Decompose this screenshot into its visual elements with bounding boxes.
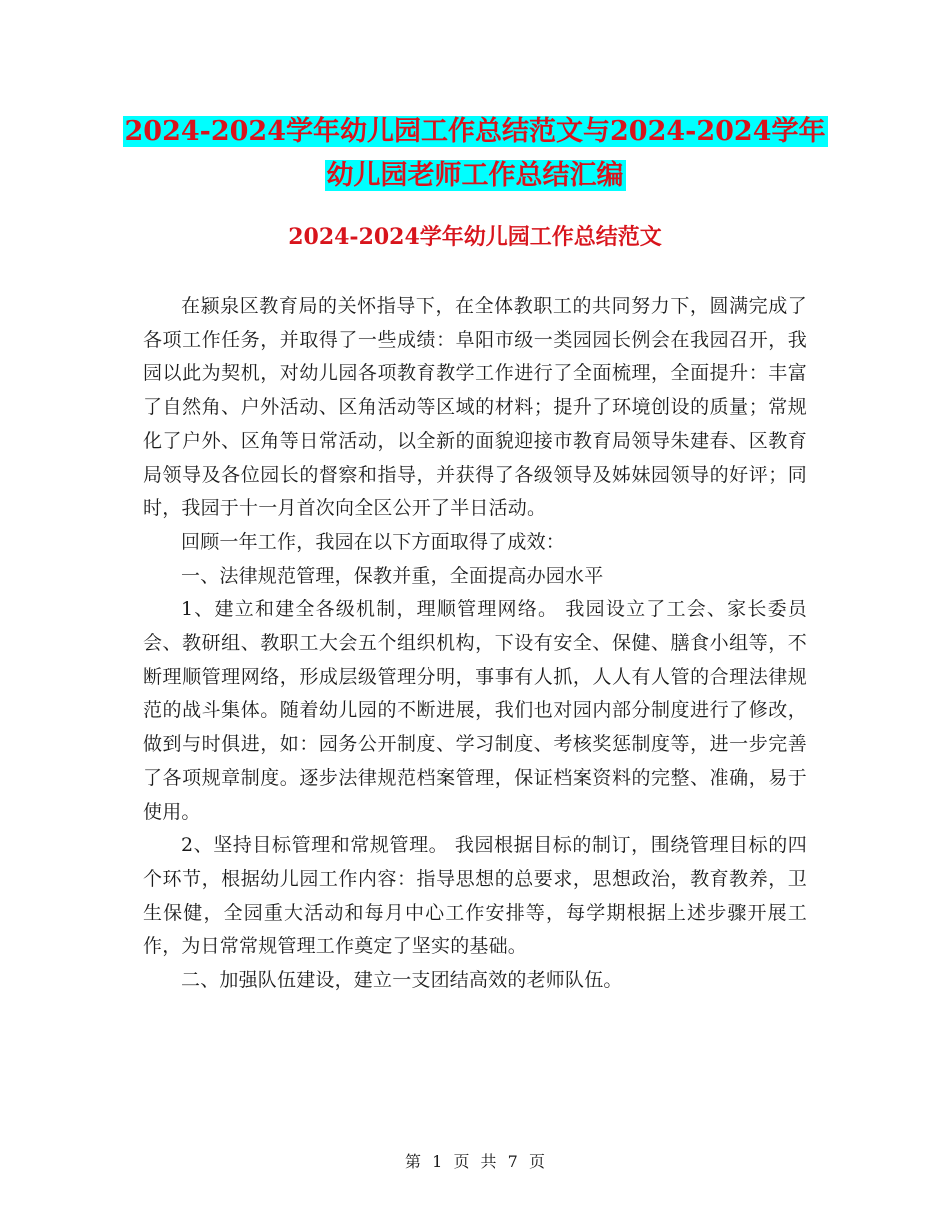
footer-page-number: 1: [432, 1152, 443, 1171]
section-title: 2024-2024学年幼儿园工作总结范文: [288, 224, 662, 250]
heading-part-two: 二、加强队伍建设，建立一支团结高效的老师队伍。: [181, 969, 623, 992]
document-title-text-2: 幼儿园老师工作总结汇编: [326, 160, 624, 191]
paragraph-review: 回顾一年工作，我园在以下方面取得了成效：: [181, 530, 566, 553]
document-body: [143, 290, 807, 998]
footer-page-label: 第: [405, 1152, 422, 1171]
document-title-line-1: [0, 112, 950, 152]
footer-total-unit: 页: [528, 1152, 545, 1171]
heading-part-one: 一、法律规范管理，保教并重，全面提高办园水平: [181, 564, 604, 587]
paragraph-intro: 在颍泉区教育局的关怀指导下，在全体教职工的共同努力下，圆满完成了各项工作任务，并取得了一些成绩：阜阳市级一类园园长例会在我园召开，我园以此为契机，对幼儿园各项教育教学工作进行了全面梳理，全面提升：丰富了自然角、户外活动、区角活动等区域的材料；提升了环境创设的质量；常规化了户外、区角等日常活动，以全新的面貌迎接市教育局领导朱建春、区教育局领导及各位园长的督察和指导，并获得了各级领导及姊妹园领导的好评；同时，我园于十一月首次向全区公开了半日活动。: [143, 295, 807, 520]
footer-total-label: 共: [480, 1152, 497, 1171]
footer-total-pages: 7: [507, 1152, 518, 1171]
page-footer: [0, 1150, 950, 1174]
document-title-text-1: 2024-2024学年幼儿园工作总结范文与2024-2024学年: [124, 116, 826, 147]
paragraph-item-2: 2、坚持目标管理和常规管理。 我园根据目标的制订，围绕管理目标的四个环节，根据幼儿园工作内容：指导思想的总要求，思想政治，教育教养，卫生保健，全园重大活动和每月中心工作安排等，每学期根据上述步骤开展工作，为日常常规管理工作奠定了坚实的基础。: [143, 834, 807, 958]
document-title-line-2: [0, 156, 950, 196]
footer-page-unit: 页: [453, 1152, 470, 1171]
paragraph-item-1: 1、建立和建全各级机制，理顺管理网络。 我园设立了工会、家长委员会、教研组、教职工大会五个组织机构，下设有安全、保健、膳食小组等，不断理顺管理网络，形成层级管理分明，事事有人抓，人人有人管的合理法律规范的战斗集体。随着幼儿园的不断进展，我们也对园内部分制度进行了修改，做到与时俱进，如：园务公开制度、学习制度、考核奖惩制度等，进一步完善了各项规章制度。逐步法律规范档案管理，保证档案资料的完整、准确，易于使用。: [143, 598, 807, 823]
